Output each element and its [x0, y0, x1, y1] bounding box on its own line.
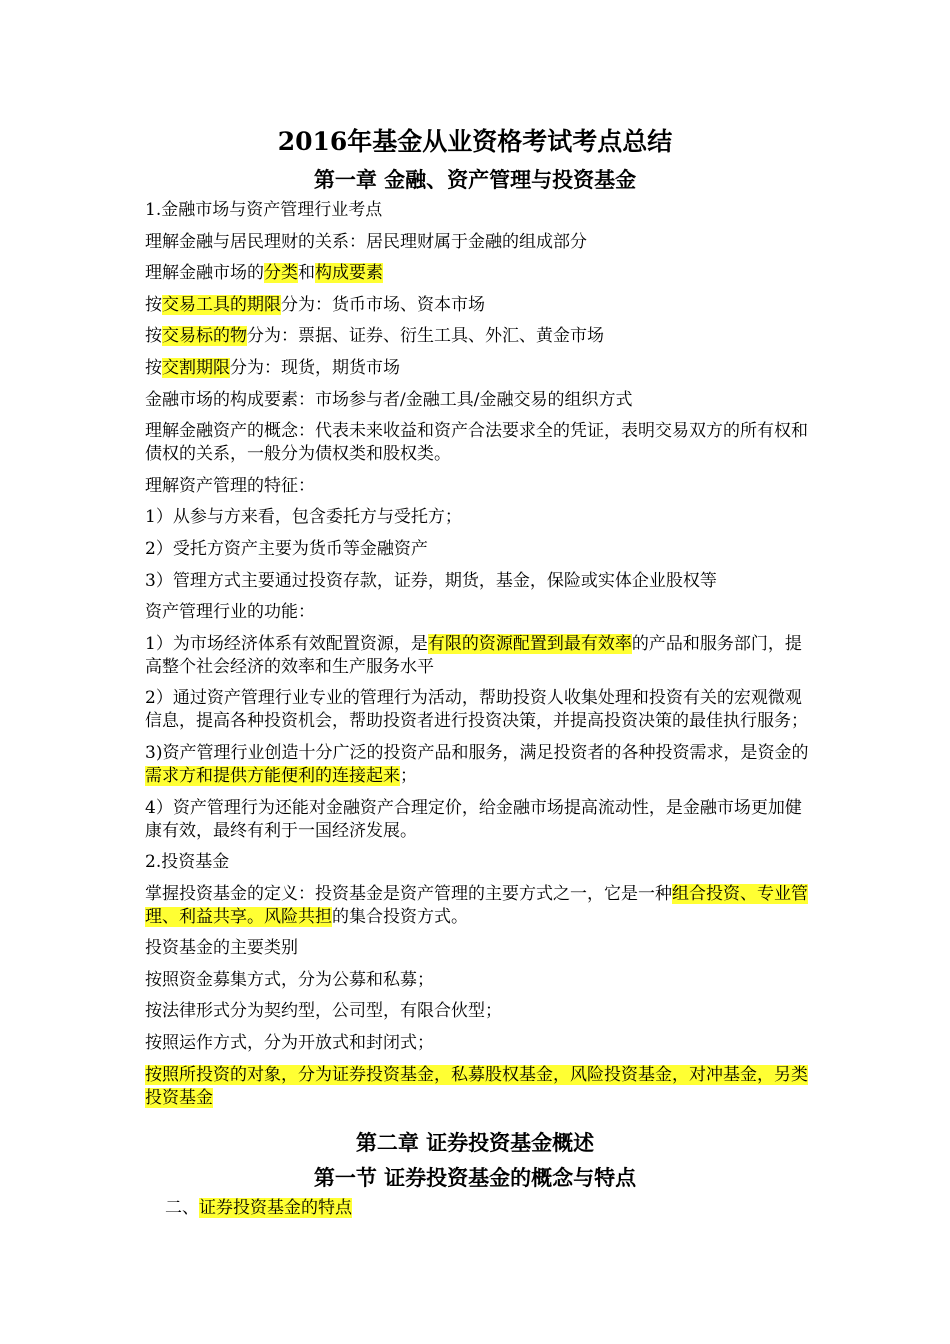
chapter-heading: 第二章 证券投资基金概述	[355, 1130, 595, 1155]
text-run: 掌握投资基金的定义：投资基金是资产管理的主要方式之一，它是一种	[145, 883, 672, 904]
paragraph	[145, 883, 810, 929]
paragraph	[145, 937, 810, 960]
text-run: 分为：票据、证券、衍生工具、外汇、黄金市场	[247, 326, 604, 347]
text-run: 4）资产管理行为还能对金融资产合理定价，给金融市场提高流动性，是金融市场更加健康有效，最终有利于一国经济发展。	[145, 797, 802, 841]
text-run: 的集合投资方式。	[332, 906, 468, 927]
paragraph	[145, 294, 810, 317]
paragraph	[145, 231, 810, 254]
text-run: 按照运作方式，分为开放式和封闭式；	[145, 1033, 434, 1054]
highlighted-text: 构成要素	[315, 263, 383, 284]
paragraph	[145, 262, 810, 285]
document-body	[145, 199, 810, 1118]
text-run: 分为：货币市场、资本市场	[281, 294, 485, 315]
paragraph	[145, 1032, 810, 1055]
text-run: 按	[145, 357, 162, 378]
chapter-heading: 第一章 金融、资产管理与投资基金	[313, 167, 637, 192]
paragraph	[145, 389, 810, 412]
text-run: 金融市场的构成要素：市场参与者/金融工具/金融交易的组织方式	[145, 389, 633, 410]
text-run: 1.金融市场与资产管理行业考点	[145, 200, 383, 220]
paragraph	[145, 742, 810, 788]
text-run: 按法律形式分为契约型，公司型，有限合伙型；	[145, 1001, 502, 1022]
document-title: 2016年基金从业资格考试考点总结	[277, 127, 673, 156]
paragraph	[145, 851, 810, 874]
text-run: 分为：现货，期货市场	[230, 357, 400, 378]
paragraph	[145, 1000, 810, 1023]
highlighted-text: 交割期限	[162, 357, 230, 378]
text-run: 2）通过资产管理行业专业的管理行为活动，帮助投资人收集处理和投资有关的宏观微观信息，提高各种投资机会，帮助投资者进行投资决策，并提高投资决策的最佳执行服务；	[145, 688, 808, 732]
paragraph	[145, 420, 810, 466]
paragraph	[145, 538, 810, 561]
highlighted-text: 有限的资源配置到最有效率	[427, 633, 632, 654]
highlighted-text: 证券投资基金的特点	[199, 1198, 352, 1218]
text-run: 2.投资基金	[145, 852, 230, 873]
paragraph	[145, 969, 810, 992]
text-run: 投资基金的主要类别	[145, 938, 298, 959]
paragraph	[145, 633, 810, 679]
text-run: 二、	[165, 1198, 199, 1218]
paragraph	[145, 797, 810, 843]
highlighted-text: 组合投资、专业管理、利益共享。风险共担	[145, 883, 808, 927]
highlighted-text: 分类	[264, 263, 298, 284]
text-run: 按	[145, 326, 162, 347]
text-run: 3)资产管理行业创造十分广泛的投资产品和服务，满足投资者的各种投资需求，是资金的	[145, 742, 809, 763]
text-run: 理解金融资产的概念：代表未来收益和资产合法要求全的凭证，表明交易双方的所有权和债权的关系，一般分为债权类和股权类。	[145, 421, 808, 465]
text-run: 1）从参与方来看，包含委托方与受托方；	[145, 507, 462, 528]
paragraph	[145, 570, 810, 593]
paragraph	[145, 357, 810, 380]
text-run: 的产品和服务部门，提高整个社会经济的效率和生产服务水平	[145, 633, 802, 677]
paragraph	[145, 601, 810, 624]
text-run: 1）为市场经济体系有效配置资源，是	[145, 633, 428, 654]
text-run: 理解金融与居民理财的关系：居民理财属于金融的组成部分	[145, 231, 587, 252]
paragraph	[145, 1064, 810, 1110]
text-run: 按	[145, 294, 162, 315]
paragraph	[145, 325, 810, 348]
paragraph	[145, 199, 810, 222]
text-run: 资产管理行业的功能：	[145, 602, 315, 623]
text-run: 按照资金募集方式，分为公募和私募；	[145, 969, 434, 990]
text-run: 理解金融市场的	[145, 263, 264, 284]
highlighted-text: 需求方和提供方能便利的连接起来	[145, 765, 400, 786]
text-run: 2）受托方资产主要为货币等金融资产	[145, 538, 428, 559]
text-run: ；	[400, 765, 417, 786]
text-run: 3）管理方式主要通过投资存款，证券，期货，基金，保险或实体企业股权等	[145, 570, 717, 591]
paragraph	[145, 506, 810, 529]
section-heading: 第一节 证券投资基金的概念与特点	[313, 1165, 637, 1190]
highlighted-text: 按照所投资的对象，分为证券投资基金，私募股权基金，风险投资基金，对冲基金，另类投资基金	[145, 1064, 808, 1108]
text-run: 理解资产管理的特征：	[145, 475, 315, 496]
paragraph	[145, 687, 810, 733]
text-run: 和	[298, 263, 315, 284]
highlighted-text: 交易工具的期限	[162, 294, 281, 315]
paragraph	[145, 475, 810, 498]
highlighted-text: 交易标的物	[162, 326, 247, 347]
subsection-heading	[165, 1197, 352, 1220]
